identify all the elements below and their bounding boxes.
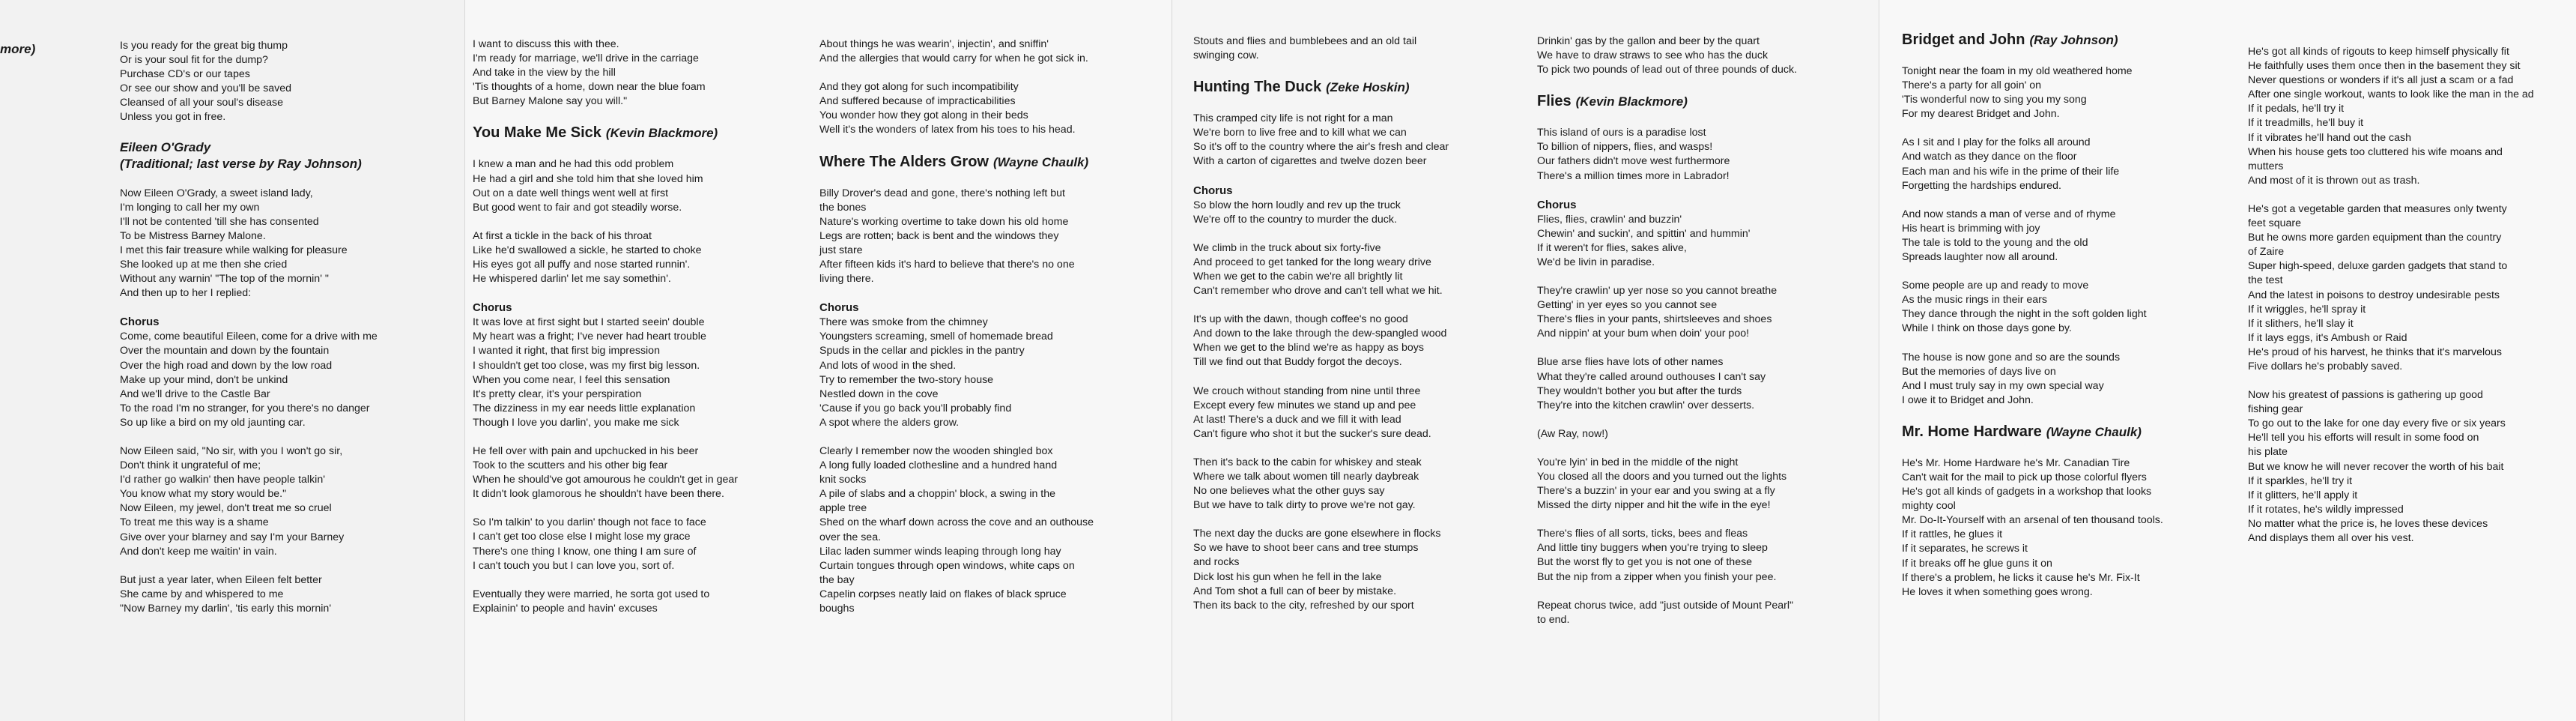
column-2 bbox=[473, 37, 810, 630]
verse: Now Eileen O'Grady, a sweet island lady, I'm longing to call her my own I'll not be contented 'till she has consented To be Mistress Barney Malone. I met this fair treasure while walking for pleasure She looked up at me then she cried Without any warnin' "The top of the mornin' " And then up to her I replied: bbox=[120, 187, 348, 300]
verse: So I'm talkin' to you darlin' though not face to face I can't get too close else I might lose my grace There's one thing I know, one thing I am sure of I can't touch you but I can love you, sort of. bbox=[473, 516, 706, 572]
verse: I want to discuss this with thee. I'm ready for marriage, we'll drive in the carriage And take in the view by the hill 'Tis thoughts of a home, down near the blue foam But Barney Malone say you will." bbox=[473, 38, 706, 108]
chorus-label: Chorus bbox=[1193, 184, 1233, 197]
song-title: You Make Me Sick bbox=[473, 124, 601, 142]
song-title-eileen: Eileen O'Grady bbox=[120, 139, 211, 154]
song-title-you-make-me-sick bbox=[473, 123, 810, 143]
panel-3 bbox=[1172, 0, 1879, 721]
song-author: (Ray Johnson) bbox=[2029, 33, 2118, 47]
verse: Eventually they were married, he sorta got used to Explainin' to people and havin' excuses bbox=[473, 588, 710, 615]
column-6 bbox=[1902, 30, 2231, 614]
panel-1 bbox=[0, 0, 464, 721]
verse: And they got along for such incompatibility And suffered because of impracticabilities You wonder how they got along in their beds Well it's the wonders of latex from his toes to his head. bbox=[819, 81, 1076, 136]
song-title: Where The Alders Grow bbox=[819, 153, 989, 170]
verse: This cramped city life is not right for a man We're born to live free and to kill what we can So it's off to the country where the air's fresh and clear With a carton of cigarettes and twelve dozen beer bbox=[1193, 112, 1449, 168]
song-author: (Kevin Blackmore) bbox=[1575, 94, 1688, 109]
song-title-hunting-the-duck bbox=[1193, 77, 1527, 97]
verse: Blue arse flies have lots of other names What they're called around outhouses I can't say They wouldn't bother you but after the turds They're into the kitchen crawlin' over desserts. bbox=[1537, 356, 1766, 411]
cut-off-author-fragment: more) bbox=[0, 42, 36, 56]
verse: But just a year later, when Eileen felt better She came by and whispered to me "Now Barney my darlin', 'tis early this mornin' bbox=[120, 573, 332, 615]
aside-text: (Aw Ray, now!) bbox=[1537, 427, 1608, 440]
verse: Drinkin' gas by the gallon and beer by the quart We have to draw straws to see who has the duck To pick two pounds of lead out of three pounds of duck. bbox=[1537, 35, 1798, 76]
verse: There's flies of all sorts, ticks, bees and fleas And little tiny buggers when you're trying to sleep But the worst fly to get you is not one of these But the nip from a zipper when you finish your pee. bbox=[1537, 528, 1777, 583]
column-3 bbox=[819, 37, 1160, 630]
song-author: (Zeke Hoskin) bbox=[1326, 80, 1410, 95]
chorus-text: Come, come beautiful Eileen, come for a drive with me Over the mountain and down by the fountain Over the high road and down by the low road Make up your mind, don't be unkind And we'll drive to the Castle Bar To the road I'm no stranger, for you there's no danger So up like a bird on my old jaunting car. bbox=[120, 331, 378, 429]
song-author: (Traditional; last verse by Ray Johnson) bbox=[120, 156, 362, 171]
verse: He's got a vegetable garden that measures only twenty feet square But he owns more garden equipment than the country of Zaire Super high-speed, deluxe garden gadgets that stand to the test And the latest in poisons to destroy undesirable pests If it wriggles, he'll spray it If it slithers, he'll slay it If it lays eggs, it's Ambush or Raid He's proud of his harvest, he thinks that it's marvelous Five dollars he's probably saved. bbox=[2248, 202, 2508, 372]
column-7 bbox=[2248, 45, 2570, 560]
verse: Some people are up and ready to move As the music rings in their ears They dance through the night in the soft golden light While I think on those days gone by. bbox=[1902, 280, 2147, 335]
verse: The house is now gone and so are the sounds But the memories of days live on And I must truly say in my own special way I owe it to Bridget and John. bbox=[1902, 351, 2121, 406]
verse: He's got all kinds of rigouts to keep himself physically fit He faithfully uses them once then in the basement they sit Never questions or wonders if it's all just a scam or a fad After one single workout, wants to look like the man in the ad If it pedals, he'll try it If it treadmills, he'll buy it If it vibrates he'll hand out the cash When his house gets too cluttered his wife moans and mutters And most of it is thrown out as trash. bbox=[2248, 46, 2534, 187]
panel-4 bbox=[1879, 0, 2576, 721]
verse: About things he was wearin', injectin', and sniffin' And the allergies that would carry for when he got sick in. bbox=[819, 38, 1088, 65]
panel-2 bbox=[464, 0, 1172, 721]
verse: He fell over with pain and upchucked in his beer Took to the scutters and his other big fear When he should've got amourous he couldn't get in gear It didn't look glamorous he shouldn't have been there. bbox=[473, 444, 739, 501]
song-title-mr-home-hardware bbox=[1902, 422, 2231, 442]
verse: It's up with the dawn, though coffee's no good And down to the lake through the dew-spangled wood When we get to the blind we're as happy as boys Till we find out that Buddy forgot the decoys. bbox=[1193, 313, 1447, 369]
verse: They're crawlin' up yer nose so you cannot breathe Getting' in yer eyes so you cannot see There's flies in your pants, shirtsleeves and shoes And nippin' at your bum when doin' your poo! bbox=[1537, 285, 1778, 340]
verse: Now his greatest of passions is gathering up good fishing gear To go out to the lake for one day every five or six years He'll tell you his efforts will result in some food on his plate But we know he will never recover the worth of his bait If it sparkles, he'll try it If it glitters, he'll apply it If it rotates, he's wildly impressed No matter what the price is, he loves these devices And displays them all over his vest. bbox=[2248, 389, 2506, 544]
verse: We crouch without standing from nine until three Except every few minutes we stand up and pee At last! There's a duck and we fill it with lead Can't figure who shot it but the sucker's sure dead. bbox=[1193, 384, 1431, 440]
verse: Clearly I remember now the wooden shingled box A long fully loaded clothesline and a hundred hand knit socks A pile of slabs and a choppin' block, a swing in the apple tree Shed on the wharf down across the cove and an outhouse over the sea. Lilac laden summer winds leaping through long hay Curtain tongues through open windows, white caps on the bay Capelin corpses neatly laid on flakes of black spruce boughs bbox=[819, 444, 1094, 615]
song-author: (Kevin Blackmore) bbox=[605, 126, 718, 141]
verse: He's Mr. Home Hardware he's Mr. Canadian Tire Can't wait for the mail to pick up those colorful flyers He's got all kinds of gadgets in a workshop that looks mighty cool Mr. Do-It-Yourself with an arsenal of ten thousand tools. If it rattles, he glues it If it separates, he screws it If it breaks off he glue guns it on If there's a problem, he licks it cause he's Mr. Fix-It He loves it when something goes wrong. bbox=[1902, 456, 2163, 598]
chorus-text: Flies, flies, crawlin' and buzzin' Chewin' and suckin', and spittin' and hummin' If it weren't for flies, sakes alive, We'd be livin in paradise. bbox=[1537, 213, 1751, 268]
song-title: Bridget and John bbox=[1902, 31, 2025, 48]
chorus-label: Chorus bbox=[819, 301, 859, 315]
verse: This island of ours is a paradise lost To billion of nippers, flies, and wasps! Our fathers didn't move west furthermore There's a million times more in Labrador! bbox=[1537, 127, 1730, 182]
verse: Stouts and flies and bumblebees and an old tail swinging cow. bbox=[1193, 35, 1417, 62]
verse: Now Eileen said, "No sir, with you I won't go sir, Don't think it ungrateful of me; I'd rather go walkin' then have people talkin' You know what my story would be." Now Eileen, my jewel, don't treat me so cruel To treat me this way is a shame Give over your blarney and say I'm your Barney And don't keep me waitin' in vain. bbox=[120, 444, 345, 558]
song-title: Flies bbox=[1537, 93, 1572, 110]
column-4 bbox=[1193, 34, 1527, 627]
verse: Then it's back to the cabin for whiskey and steak Where we talk about women till nearly daybreak No one believes what the other guys say But we have to talk dirty to prove we're not gay. bbox=[1193, 456, 1422, 512]
chorus-label: Chorus bbox=[1537, 198, 1577, 211]
song-title: Hunting The Duck bbox=[1193, 79, 1322, 96]
song-title-where-the-alders-grow bbox=[819, 152, 1160, 172]
intro-verse: Is you ready for the great big thump Or is your soul fit for the dump? Purchase CD's or our tapes Or see our show and you'll be saved Cleansed of all your soul's disease Unless you got in free. bbox=[120, 40, 292, 124]
song-title: Mr. Home Hardware bbox=[1902, 423, 2042, 440]
verse: Tonight near the foam in my old weathered home There's a party for all goin' on 'Tis wonderful now to sing you my song For my dearest Bridget and John. bbox=[1902, 65, 2133, 121]
chorus-text: So blow the horn loudly and rev up the truck We're off to the country to murder the duck. bbox=[1193, 199, 1401, 226]
song-author: (Wayne Chaulk) bbox=[2046, 424, 2142, 439]
song-author: (Wayne Chaulk) bbox=[992, 154, 1089, 169]
verse: I knew a man and he had this odd problem He had a girl and she told him that she loved him Out on a date well things went well at first But good went to fair and got steadily worse. bbox=[473, 158, 703, 214]
verse: The next day the ducks are gone elsewhere in flocks So we have to shoot beer cans and tree stumps and rocks Dick lost his gun when he fell in the lake And Tom shot a full can of beer by mistake. Then its back to the city, refreshed by our sport bbox=[1193, 528, 1441, 612]
verse: At first a tickle in the back of his throat Like he'd swallowed a sickle, he started to choke His eyes got all puffy and nose started runnin'. He whispered darlin' let me say somethin'. bbox=[473, 229, 702, 286]
chorus-label: Chorus bbox=[473, 301, 512, 315]
verse: As I sit and I play for the folks all around And watch as they dance on the floor Each man and his wife in the prime of their life Forgetting the hardships endured. bbox=[1902, 136, 2120, 192]
verse: Repeat chorus twice, add "just outside of Mount Pearl" to end. bbox=[1537, 599, 1794, 626]
column-5 bbox=[1537, 34, 1870, 642]
verse: And now stands a man of verse and of rhyme His heart is brimming with joy The tale is told to the young and the old Spreads laughter now all around. bbox=[1902, 208, 2116, 264]
chorus-label: Chorus bbox=[120, 316, 160, 329]
chorus-text: There was smoke from the chimney Youngsters screaming, smell of homemade bread Spuds in the cellar and pickles in the pantry And lots of wood in the shed. Try to remember the two-story house Nestled down in the cove 'Cause if you go back you'll probably find A spot where the alders grow. bbox=[819, 316, 1053, 429]
verse: You're lyin' in bed in the middle of the night You closed all the doors and you turned out the lights There's a buzzin' in your ear and you swing at a fly Missed the dirty nipper and hit the wife in the eye! bbox=[1537, 456, 1787, 512]
verse: We climb in the truck about six forty-five And proceed to get tanked for the long weary drive When we get to the cabin we're all brightly lit Can't remember who drove and can't tell what we hit. bbox=[1193, 241, 1443, 298]
column-1 bbox=[120, 39, 449, 630]
verse: Billy Drover's dead and gone, there's nothing left but the bones Nature's working overtime to take down his old home Legs are rotten; back is bent and the windows they just stare After fifteen kids it's hard to believe that there's no one living there. bbox=[819, 187, 1075, 286]
song-title-bridget-and-john bbox=[1902, 30, 2231, 50]
song-title-flies bbox=[1537, 91, 1870, 112]
chorus-text: It was love at first sight but I started seein' double My heart was a fright; I've never had heart trouble I wanted it right, that first big impression I shouldn't get too close, was my first big lesson. When you come near, I feel this sensation It's pretty clear, it's your perspiration The dizziness in my ear needs little explanation Though I love you darlin', you make me sick bbox=[473, 316, 706, 429]
